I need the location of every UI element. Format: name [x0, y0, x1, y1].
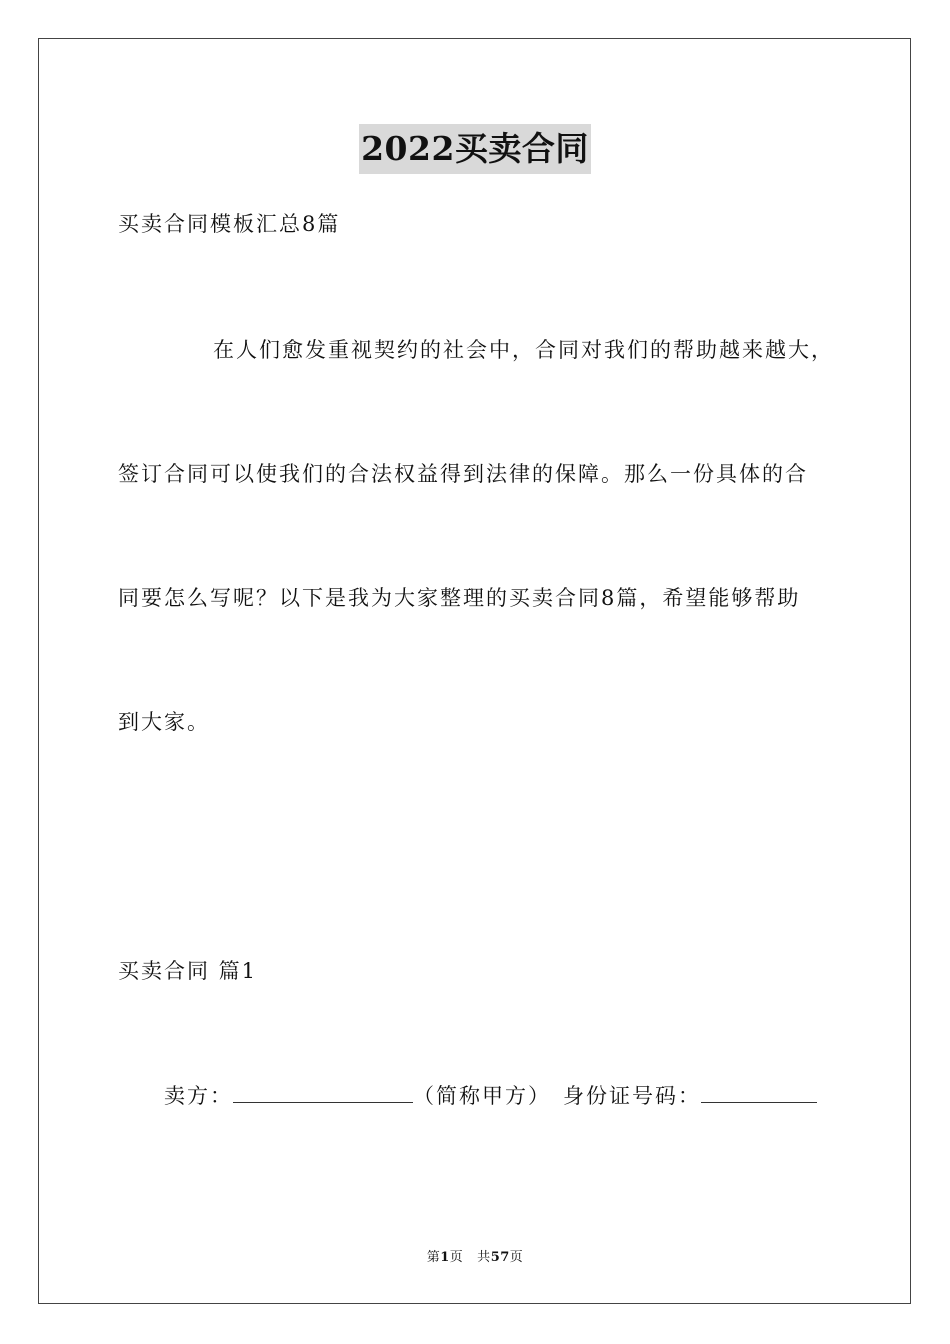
seller-name-blank[interactable] [233, 1082, 413, 1103]
footer-total-pages: 57 [490, 1250, 510, 1265]
title-container [0, 124, 950, 174]
seller-abbr: （简称甲方） [413, 1084, 551, 1108]
seller-label: 卖方： [164, 1084, 233, 1108]
footer-page-prefix: 第 [426, 1250, 441, 1265]
intro-line-2: 签订合同可以使我们的合法权益得到法律的保障。那么一份具体的合 [118, 462, 808, 486]
footer-total-prefix: 共 [477, 1250, 491, 1265]
page-footer [0, 1246, 950, 1265]
section-heading: 买卖合同 篇1 [118, 959, 258, 983]
footer-page-number: 1 [440, 1250, 450, 1265]
seller-line [164, 1082, 817, 1110]
intro-line-3: 同要怎么写呢？以下是我为大家整理的买卖合同8篇，希望能够帮助 [118, 586, 801, 610]
seller-id-label: 身份证号码： [563, 1084, 701, 1108]
seller-id-blank[interactable] [701, 1082, 817, 1103]
document-title: 2022买卖合同 [359, 124, 591, 174]
intro-line-4: 到大家。 [118, 710, 210, 734]
intro-line-1: 在人们愈发重视契约的社会中，合同对我们的帮助越来越大， [213, 338, 834, 362]
footer-page-suffix: 页 [449, 1250, 464, 1265]
document-subtitle: 买卖合同模板汇总8篇 [118, 212, 341, 236]
footer-total-suffix: 页 [509, 1250, 524, 1265]
